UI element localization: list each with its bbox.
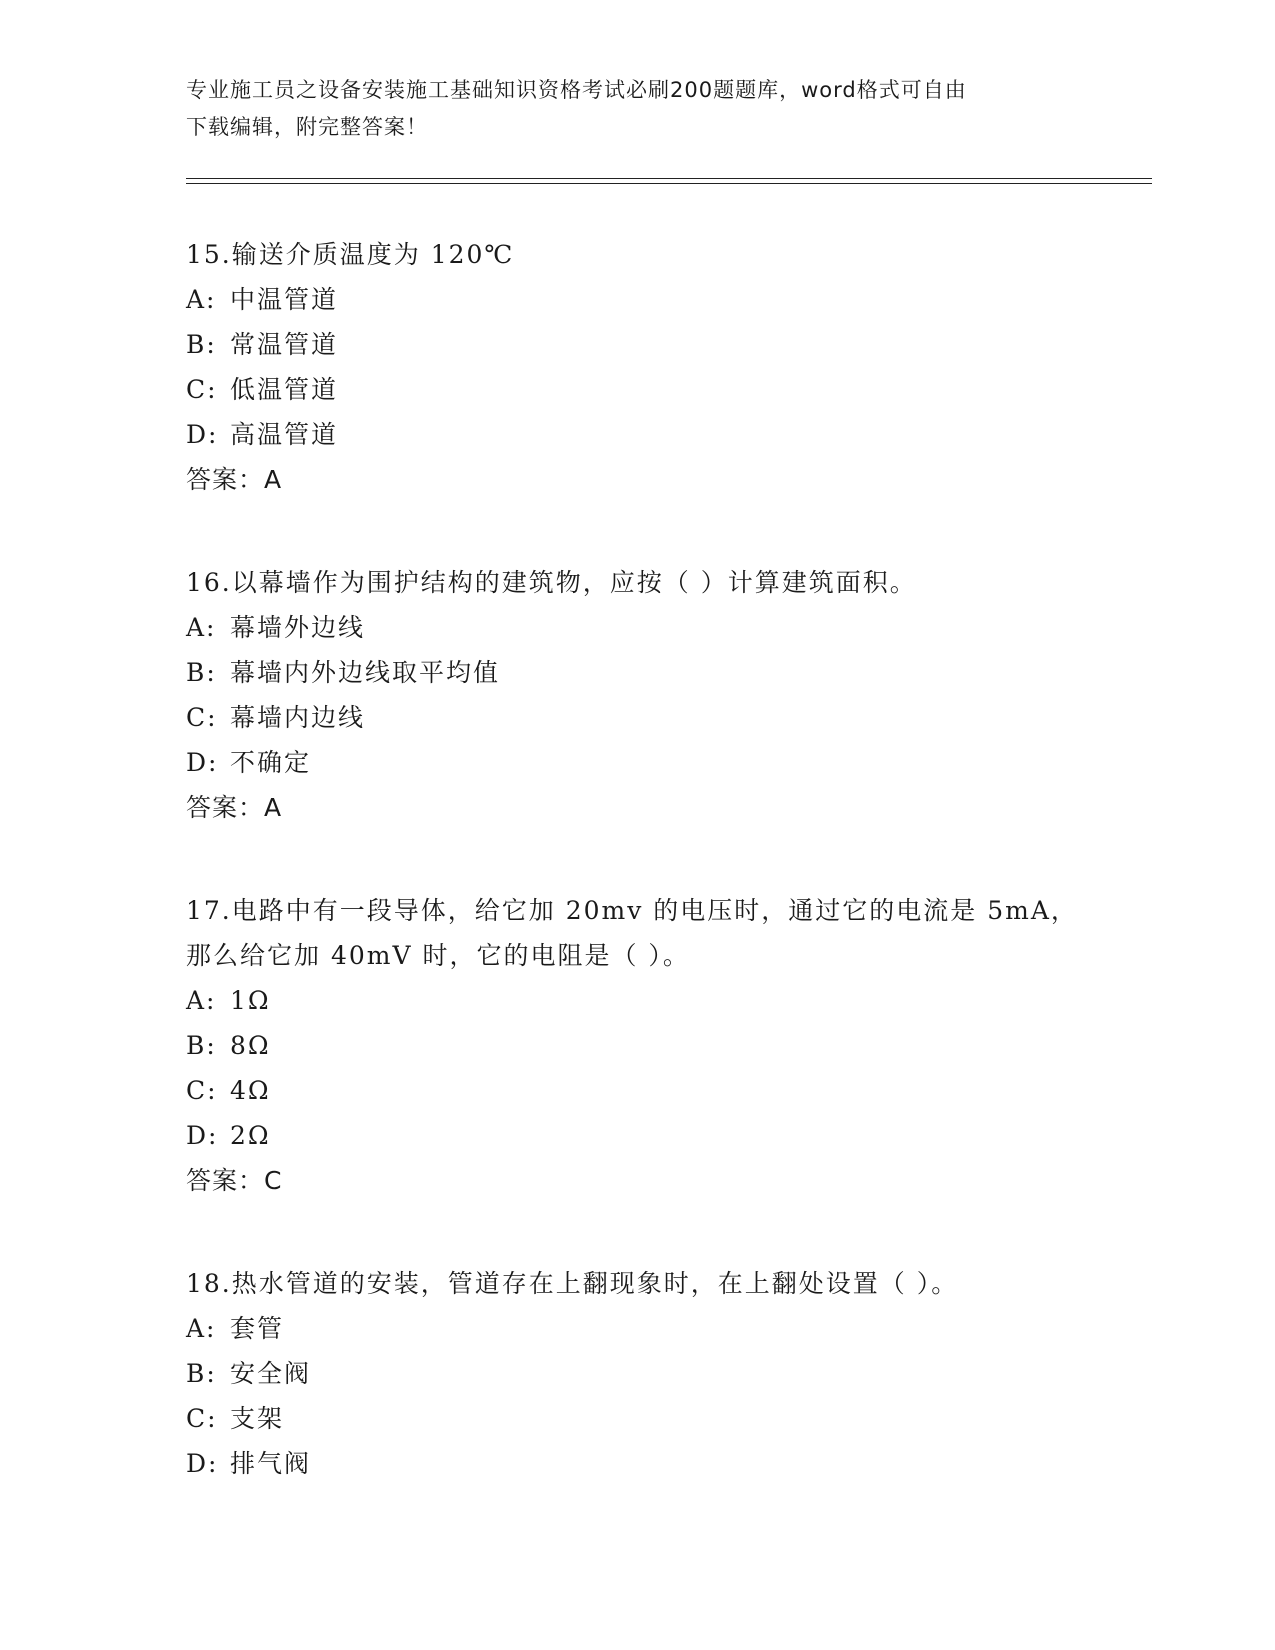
option-label: B: <box>186 658 217 687</box>
option-text: 幕墙内外边线取平均值 <box>230 658 501 687</box>
option-label: D: <box>186 748 219 777</box>
option-label: B: <box>186 1359 217 1388</box>
option-text: 套管 <box>230 1314 285 1343</box>
option-label: B: <box>186 330 217 359</box>
option-label: A: <box>186 1314 217 1343</box>
option-label: C: <box>186 375 218 404</box>
answer-text: 答案：A <box>186 793 283 822</box>
document-header <box>186 72 1066 146</box>
option-label: B: <box>186 1031 217 1060</box>
option-d <box>186 1113 1146 1158</box>
option-label: C: <box>186 1076 218 1105</box>
option-d <box>186 412 1146 457</box>
header-line-2: 下载编辑，附完整答案！ <box>186 115 428 139</box>
option-b <box>186 1351 1146 1396</box>
option-label: D: <box>186 420 219 449</box>
option-c <box>186 1068 1146 1113</box>
option-text: 不确定 <box>230 748 312 777</box>
option-b <box>186 650 1146 695</box>
option-a <box>186 978 1146 1023</box>
option-c <box>186 367 1146 412</box>
header-divider-top <box>186 178 1152 179</box>
option-label: D: <box>186 1449 219 1478</box>
option-label: A: <box>186 285 217 314</box>
option-label: A: <box>186 986 217 1015</box>
option-a <box>186 1306 1146 1351</box>
option-d <box>186 1441 1146 1486</box>
option-text: 1Ω <box>230 986 271 1015</box>
question-text-continued: 那么给它加 40mV 时，它的电阻是（ ）。 <box>186 941 690 970</box>
option-c <box>186 695 1146 740</box>
option-text: 安全阀 <box>230 1359 312 1388</box>
question-15 <box>186 232 1146 502</box>
option-text: 幕墙内边线 <box>230 703 366 732</box>
option-text: 4Ω <box>230 1076 271 1105</box>
option-label: D: <box>186 1121 219 1150</box>
question-list <box>186 232 1146 1544</box>
option-text: 8Ω <box>230 1031 271 1060</box>
option-label: A: <box>186 613 217 642</box>
option-label: C: <box>186 703 218 732</box>
answer-text: 答案：C <box>186 1166 283 1195</box>
question-text: 15.输送介质温度为 120℃ <box>186 240 515 269</box>
option-label: C: <box>186 1404 218 1433</box>
question-text: 18.热水管道的安装，管道存在上翻现象时，在上翻处设置（ ）。 <box>186 1269 959 1298</box>
option-text: 支架 <box>230 1404 285 1433</box>
question-16 <box>186 560 1146 830</box>
option-c <box>186 1396 1146 1441</box>
option-text: 中温管道 <box>230 285 339 314</box>
option-b <box>186 1023 1146 1068</box>
header-divider-bottom <box>186 183 1152 184</box>
question-text: 16.以幕墙作为围护结构的建筑物，应按（ ）计算建筑面积。 <box>186 568 917 597</box>
question-18 <box>186 1261 1146 1486</box>
question-17 <box>186 888 1146 1203</box>
header-line-1: 专业施工员之设备安装施工基础知识资格考试必刷200题题库，word格式可自由 <box>186 78 967 102</box>
option-text: 2Ω <box>230 1121 271 1150</box>
option-text: 低温管道 <box>230 375 339 404</box>
option-b <box>186 322 1146 367</box>
option-d <box>186 740 1146 785</box>
option-text: 排气阀 <box>230 1449 312 1478</box>
option-text: 幕墙外边线 <box>230 613 366 642</box>
question-text: 17.电路中有一段导体，给它加 20mv 的电压时，通过它的电流是 5mA， <box>186 896 1078 925</box>
option-a <box>186 277 1146 322</box>
option-a <box>186 605 1146 650</box>
answer-text: 答案：A <box>186 465 283 494</box>
option-text: 常温管道 <box>230 330 339 359</box>
option-text: 高温管道 <box>230 420 339 449</box>
